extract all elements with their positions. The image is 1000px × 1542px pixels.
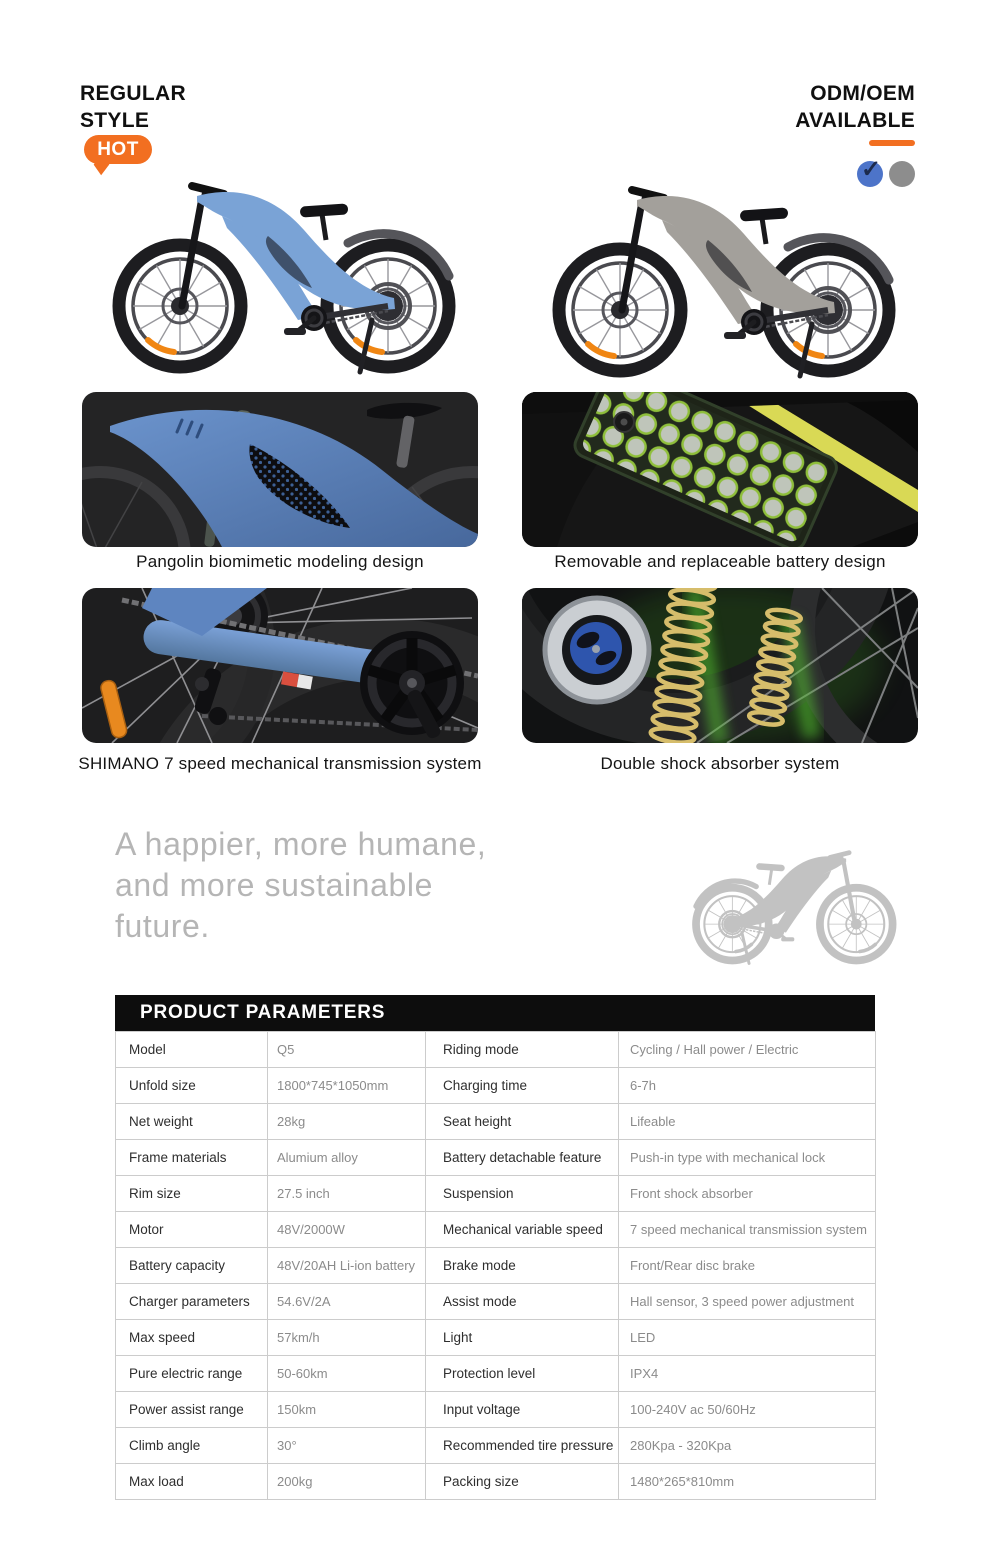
odm-oem-line1: ODM/OEM bbox=[810, 82, 915, 105]
feature-caption-pangolin: Pangolin biomimetic modeling design bbox=[136, 552, 424, 571]
drivetrain-photo bbox=[82, 588, 478, 743]
battery-cells-photo bbox=[522, 392, 918, 547]
table-row bbox=[116, 1464, 876, 1500]
param-label: Rim size bbox=[116, 1176, 268, 1212]
param-label: Battery detachable feature bbox=[426, 1140, 619, 1176]
param-label: Unfold size bbox=[116, 1068, 268, 1104]
table-row bbox=[116, 1032, 876, 1068]
parameters-table-body bbox=[116, 1032, 876, 1500]
table-row bbox=[116, 1356, 876, 1392]
feature-caption-drivetrain: SHIMANO 7 speed mechanical transmission system bbox=[78, 754, 482, 773]
param-value: 150km bbox=[268, 1392, 426, 1428]
table-row bbox=[116, 1428, 876, 1464]
param-value: Front/Rear disc brake bbox=[619, 1248, 876, 1284]
shock-absorber-photo bbox=[522, 588, 918, 743]
param-label: Brake mode bbox=[426, 1248, 619, 1284]
param-label: Pure electric range bbox=[116, 1356, 268, 1392]
param-label: Assist mode bbox=[426, 1284, 619, 1320]
feature-caption-battery: Removable and replaceable battery design bbox=[554, 552, 886, 571]
param-label: Max load bbox=[116, 1464, 268, 1500]
param-label: Light bbox=[426, 1320, 619, 1356]
param-value: Hall sensor, 3 speed power adjustment bbox=[619, 1284, 876, 1320]
param-value: Push-in type with mechanical lock bbox=[619, 1140, 876, 1176]
param-label: Power assist range bbox=[116, 1392, 268, 1428]
hot-badge-label: HOT bbox=[97, 138, 139, 160]
param-label: Model bbox=[116, 1032, 268, 1068]
odm-underline bbox=[869, 140, 915, 146]
param-value: 6-7h bbox=[619, 1068, 876, 1104]
param-label: Input voltage bbox=[426, 1392, 619, 1428]
table-row bbox=[116, 1068, 876, 1104]
product-parameters-table bbox=[115, 1031, 876, 1500]
param-value: 48V/20AH Li-ion battery bbox=[268, 1248, 426, 1284]
odm-oem-title bbox=[795, 80, 915, 134]
param-value: 54.6V/2A bbox=[268, 1284, 426, 1320]
regular-style-line2: STYLE bbox=[80, 109, 150, 132]
table-row bbox=[116, 1140, 876, 1176]
param-value: 7 speed mechanical transmission system bbox=[619, 1212, 876, 1248]
param-label: Net weight bbox=[116, 1104, 268, 1140]
param-label: Recommended tire pressure bbox=[426, 1428, 619, 1464]
param-label: Charger parameters bbox=[116, 1284, 268, 1320]
param-label: Climb angle bbox=[116, 1428, 268, 1464]
odm-oem-line2: AVAILABLE bbox=[795, 109, 915, 132]
param-label: Max speed bbox=[116, 1320, 268, 1356]
table-row bbox=[116, 1104, 876, 1140]
regular-style-line1: REGULAR bbox=[80, 82, 186, 105]
table-row bbox=[116, 1392, 876, 1428]
param-label: Frame materials bbox=[116, 1140, 268, 1176]
product-photo-odm-gray-bike bbox=[542, 152, 902, 387]
param-label: Suspension bbox=[426, 1176, 619, 1212]
param-label: Riding mode bbox=[426, 1032, 619, 1068]
param-value: LED bbox=[619, 1320, 876, 1356]
param-label: Charging time bbox=[426, 1068, 619, 1104]
tagline-line1: A happier, more humane, bbox=[115, 826, 487, 862]
feature-caption-shock: Double shock absorber system bbox=[600, 754, 840, 773]
param-label: Protection level bbox=[426, 1356, 619, 1392]
param-value: Front shock absorber bbox=[619, 1176, 876, 1212]
param-label: Motor bbox=[116, 1212, 268, 1248]
table-row bbox=[116, 1320, 876, 1356]
table-row bbox=[116, 1176, 876, 1212]
param-value: 100-240V ac 50/60Hz bbox=[619, 1392, 876, 1428]
regular-style-title bbox=[80, 80, 186, 134]
product-parameters-title: PRODUCT PARAMETERS bbox=[140, 1002, 386, 1023]
param-value: 28kg bbox=[268, 1104, 426, 1140]
param-value: 280Kpa - 320Kpa bbox=[619, 1428, 876, 1464]
param-value: 57km/h bbox=[268, 1320, 426, 1356]
tagline-line3: future. bbox=[115, 908, 210, 944]
table-row bbox=[116, 1284, 876, 1320]
product-photo-regular-blue-bike bbox=[102, 148, 462, 383]
param-value: 1480*265*810mm bbox=[619, 1464, 876, 1500]
tagline-line2: and more sustainable bbox=[115, 867, 433, 903]
param-value: 50-60km bbox=[268, 1356, 426, 1392]
product-parameters-header bbox=[115, 995, 875, 1031]
param-value: Alumium alloy bbox=[268, 1140, 426, 1176]
table-row bbox=[116, 1248, 876, 1284]
check-icon: ✓ bbox=[861, 156, 882, 183]
table-row bbox=[116, 1212, 876, 1248]
param-value: 27.5 inch bbox=[268, 1176, 426, 1212]
tagline bbox=[115, 824, 486, 947]
bike-silhouette-graphic bbox=[688, 830, 903, 970]
param-value: Lifeable bbox=[619, 1104, 876, 1140]
param-value: Cycling / Hall power / Electric bbox=[619, 1032, 876, 1068]
param-value: 48V/2000W bbox=[268, 1212, 426, 1248]
param-value: IPX4 bbox=[619, 1356, 876, 1392]
param-label: Battery capacity bbox=[116, 1248, 268, 1284]
param-label: Mechanical variable speed bbox=[426, 1212, 619, 1248]
hot-badge bbox=[84, 135, 152, 164]
param-value: Q5 bbox=[268, 1032, 426, 1068]
param-label: Packing size bbox=[426, 1464, 619, 1500]
param-label: Seat height bbox=[426, 1104, 619, 1140]
param-value: 30° bbox=[268, 1428, 426, 1464]
param-value: 200kg bbox=[268, 1464, 426, 1500]
pangolin-frame-photo bbox=[82, 392, 478, 547]
param-value: 1800*745*1050mm bbox=[268, 1068, 426, 1104]
